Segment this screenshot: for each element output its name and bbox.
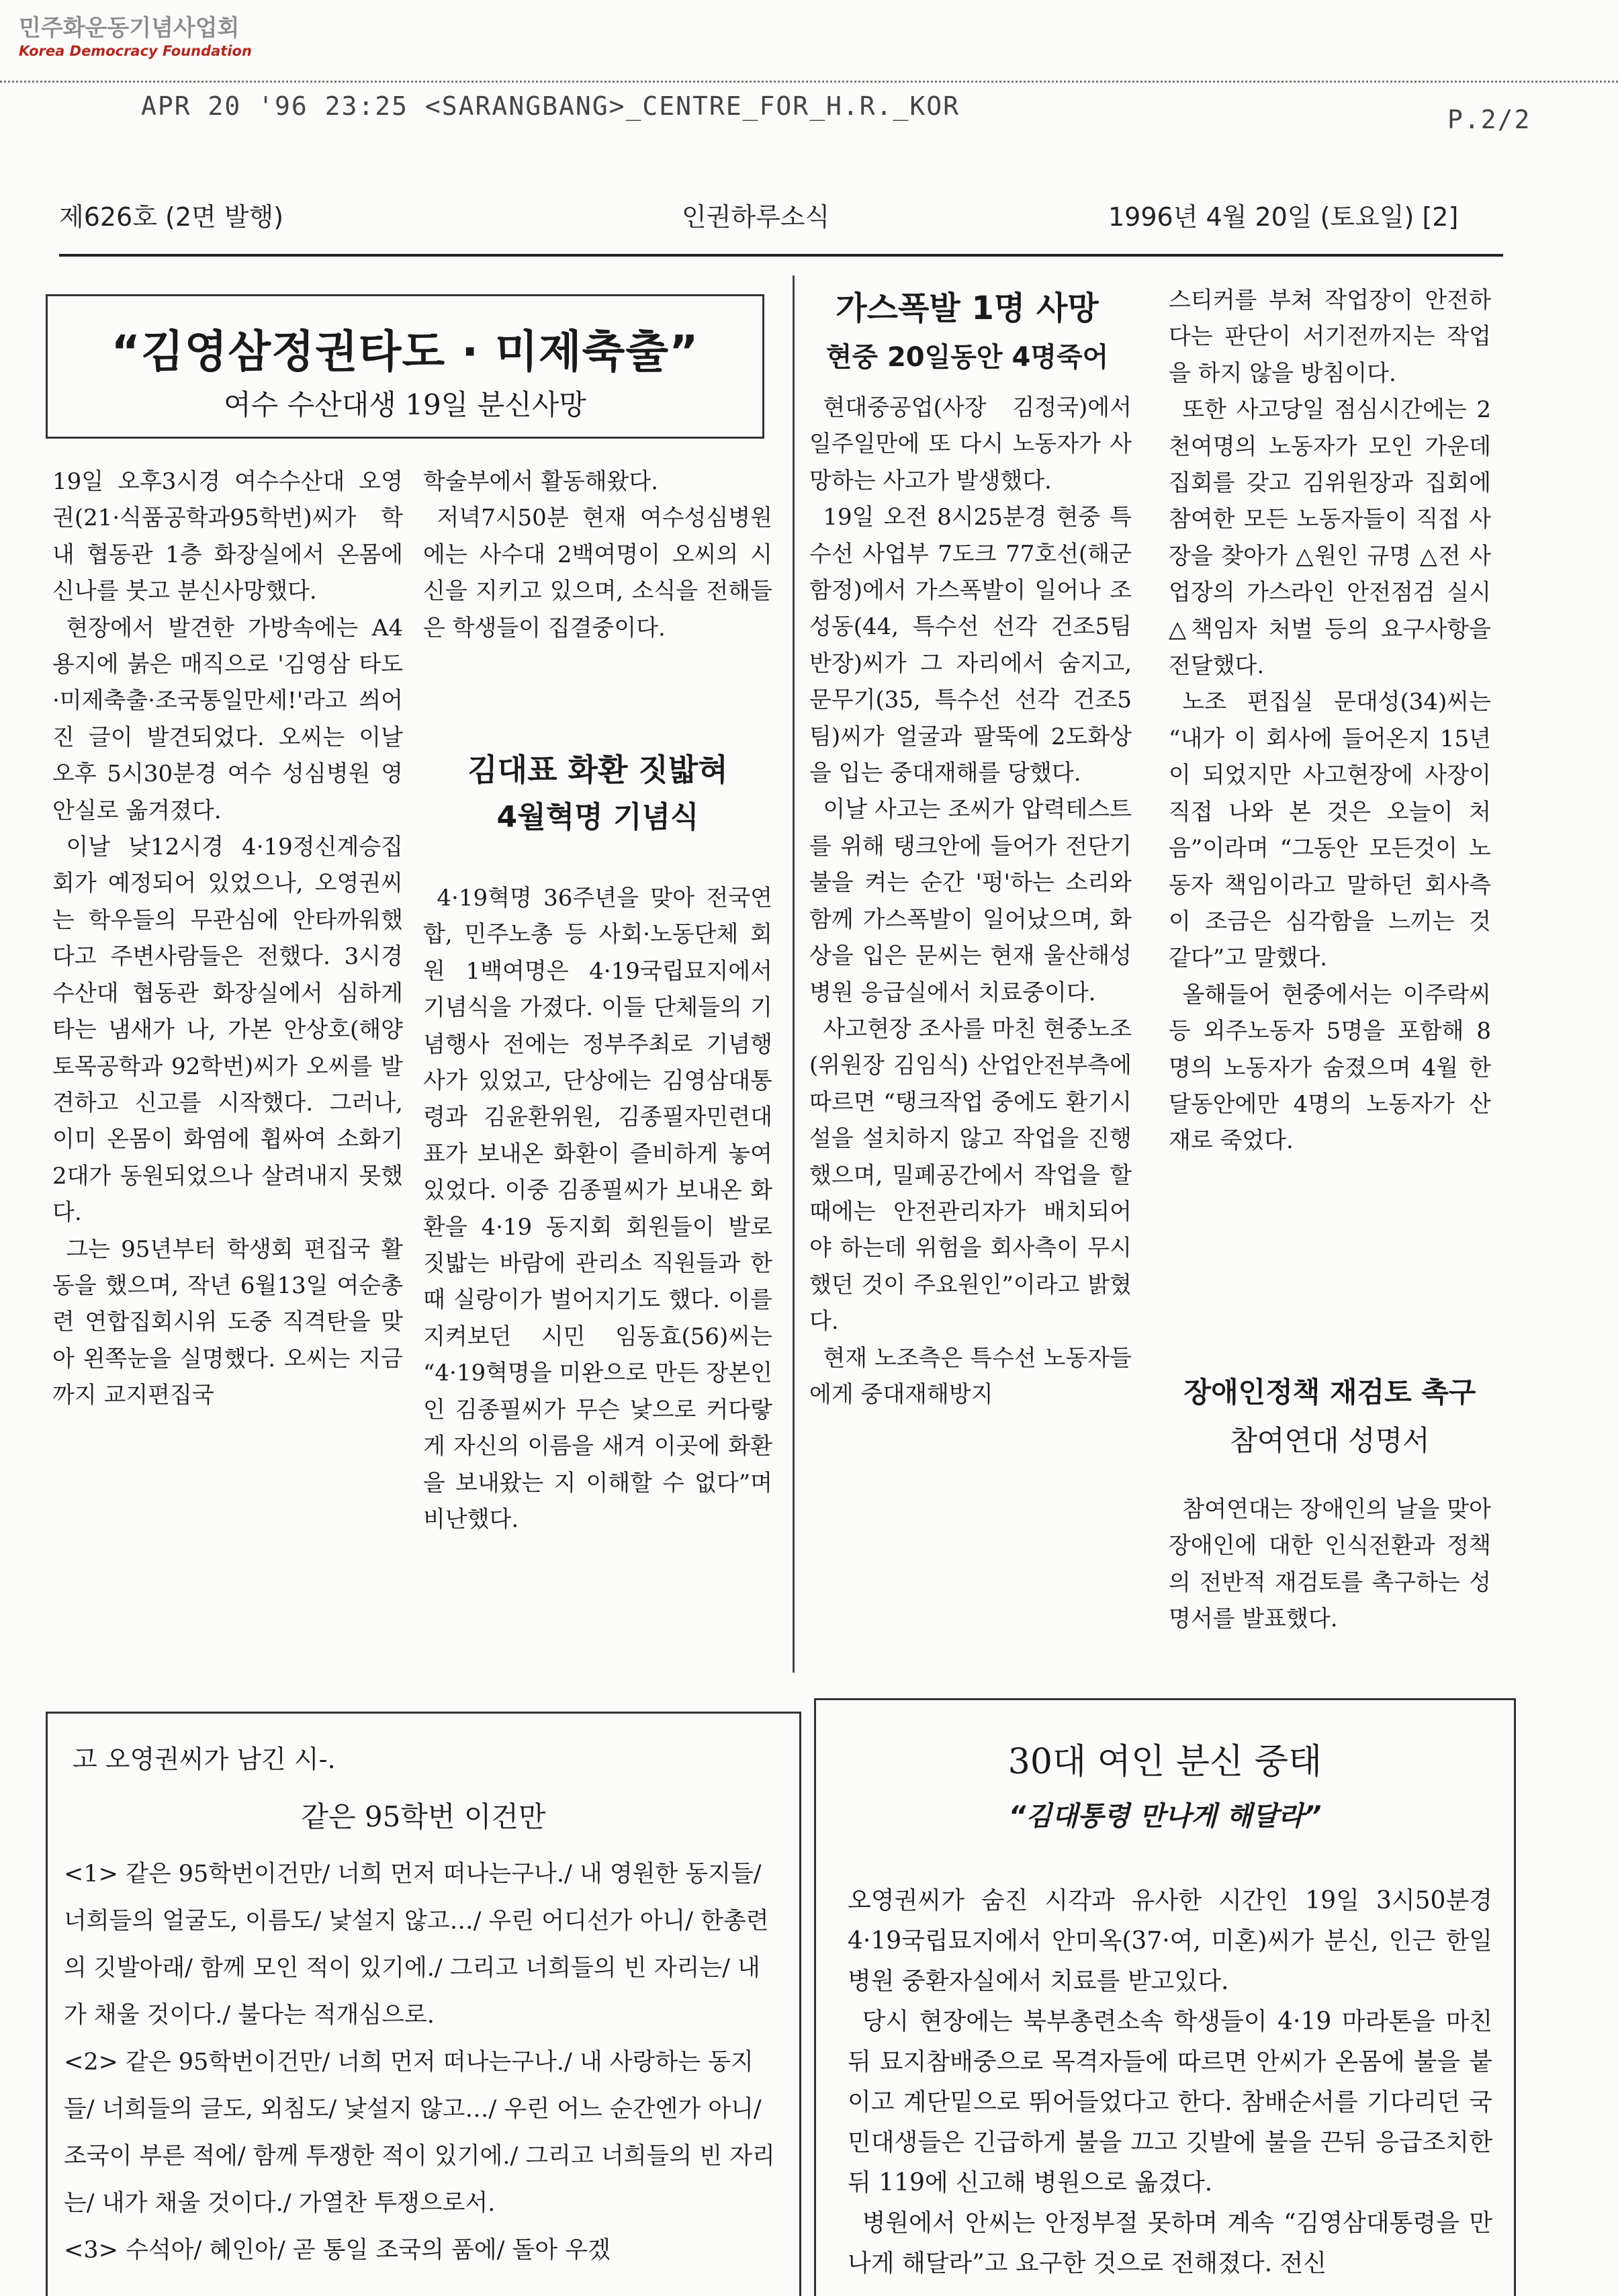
article-paragraph: 현대중공업(사장 김정국)에서 일주일만에 또 다시 노동자가 사망하는 사고가 발생했다. [809,394,1132,494]
article-paragraph: 학술부에서 활동해왔다. [423,468,659,495]
article6-subhead: “김대통령 만나게 해달라” [1008,1801,1322,1832]
article5-subhead: 참여연대 성명서 [1230,1424,1430,1457]
article6-headline: 30대 여인 분신 중태 [1007,1742,1322,1782]
fax-dotted-rule [0,81,1618,83]
column-rule [793,275,795,1673]
logo-english: Korea Democracy Foundation [19,43,252,59]
logo-korean: 민주화운동기념사업회 [19,15,240,42]
article-paragraph: 저녁7시50분 현재 여수성심병원에는 사수대 2백여명이 오씨의 시신을 지키고 있으며, 소식을 전해들은 학생들이 집결중이다. [423,504,772,642]
poem-stanza: <2> 같은 95학번이건만/ 너희 먼저 떠나는구나./ 내 사랑하는 동지들/ 너희들의 글도, 외침도/ 낯설지 않고…/ 우린 어느 순간엔가 아니/ 조국이 부른 적에/ 함께 투쟁한 적이 있기에./ 그리고 너희들의 빈 자리는/ 내가 채울 것이다./ 가열찬 투쟁으로서. [64,2049,775,2217]
article6-body [848,1881,1492,2284]
article-paragraph: 사고현장 조사를 마친 현중노조(위원장 김임식) 산업안전부측에 따르면 “탱크작업 중에도 환기시설을 설치하지 않고 작업을 진행했으며, 밀폐공간에서 작업을 할 때에는 안전관리자가 배치되어야 하는데 위험을 회사측이 무시했던 것이 주요원인”이라고 밝혔다. [809,1015,1132,1335]
issue-date: 1996년 4월 20일 (토요일) [2] [1108,202,1459,232]
article1-headline: “김영삼정권타도 · 미제축출” [111,326,699,378]
article5-body [1169,1491,1491,1638]
article1-subhead: 여수 수산대생 19일 분신사망 [224,388,586,421]
issue-number: 제626호 (2면 발행) [59,202,284,232]
article2-body [423,880,772,1538]
article4-body [1169,282,1491,1159]
article-paragraph: 이날 사고는 조씨가 압력테스트를 위해 탱크안에 들어가 전단기 불을 켜는 순간 '펑'하는 소리와 함께 가스폭발이 일어났으며, 화상을 입은 문씨는 현재 울산해성병원 응급실에서 치료중이다. [809,796,1132,1006]
article-paragraph: 19일 오후3시경 여수수산대 오영권(21·식품공학과95학번)씨가 학내 협동관 1층 화장실에서 온몸에 신나를 붓고 분신사망했다. [52,468,403,605]
article-paragraph: 19일 오전 8시25분경 현중 특수선 사업부 7도크 77호선(해군함정)에서 가스폭발이 일어나 조성동(44, 특수선 선각 건조5팀 반장)씨가 그 자리에서 숨지고, 문무기(35, 특수선 선각 건조5팀)씨가 얼굴과 팔뚝에 2도화상을 입는 중대재해를 당했다. [809,504,1132,787]
fax-transmission-line: APR 20 '96 23:25 <SARANGBANG>_CENTRE_FOR_H.R._KOR [141,91,960,121]
article-paragraph: 병원에서 안씨는 안정부절 못하며 계속 “김영삼대통령을 만나게 해달라”고 요구한 것으로 전해졌다. 전신 [848,2209,1492,2277]
article3-headline: 가스폭발 1명 사망 [836,290,1099,327]
article-paragraph: 그는 95년부터 학생회 편집국 활동을 했으며, 작년 6월13일 여순총련 연합집회시위 도중 직격탄을 맞아 왼쪽눈을 실명했다. 오씨는 지금까지 교지편집국 [52,1235,403,1409]
masthead-rule [59,254,1503,257]
article-paragraph: 현재 노조측은 특수선 노동자들에게 중대재해방지 [809,1344,1132,1408]
poem-title: 같은 95학번 이건만 [301,1800,546,1833]
article-paragraph: 현장에서 발견한 가방속에는 A4 용지에 붉은 매직으로 '김영삼 타도·미제축출·조국통일만세!'라고 씌어진 글이 발견되었다. 오씨는 이날 오후 5시30분경 여수 성심병원 영안실로 옮겨졌다. [52,614,403,824]
article3-body [809,390,1132,1413]
poem-stanza: <3> 수석아/ 혜인아/ 곧 통일 조국의 품에/ 돌아 우겠 [64,2237,611,2264]
article5-headline: 장애인정책 재검토 촉구 [1183,1376,1476,1409]
article-paragraph: 4·19혁명 36주년을 맞아 전국연합, 민주노총 등 사회·노동단체 회원 1백여명은 4·19국립묘지에서 기념식을 가졌다. 이들 단체들의 기념행사 전에는 정부주최로 기념행사가 있었고, 단상에는 김영삼대통령과 김윤환위원, 김종필자민련대표가 보내온 화환이 즐비하게 놓여 있었다. 이중 김종필씨가 보내온 화환을 4·19 동지회 회원들이 발로 짓밟는 바람에 관리소 직원들과 한때 실랑이가 벌어지기도 했다. 이를 지켜보던 시민 임동효(56)씨는 “4·19혁명을 미완으로 만든 장본인인 김종필씨가 무슨 낯으로 커다랗게 자신의 이름을 새겨 이곳에 화환을 보내왔는 지 이해할 수 없다”며 비난했다. [423,885,772,1533]
article-paragraph: 또한 사고당일 점심시간에는 2천여명의 노동자가 모인 가운데 집회를 갖고 김위원장과 집회에 참여한 모든 노동자들이 직접 사장을 찾아가 △원인 규명 △전 사업장의 가스라인 안전점검 실시 △책임자 처벌 등의 요구사항을 전달했다. [1169,396,1491,680]
article-paragraph: 올해들어 현중에서는 이주락씨등 외주노동자 5명을 포함해 8명의 노동자가 숨졌으며 4월 한 달동안에만 4명의 노동자가 산재로 죽었다. [1169,981,1491,1155]
foundation-logo [0,0,252,67]
poem-stanzas [64,1851,776,2274]
poem-stanza: <1> 같은 95학번이건만/ 너희 먼저 떠나는구나./ 내 영원한 동지들/ 너희들의 얼굴도, 이름도/ 낯설지 않고…/ 우린 어디선가 아니/ 한총련의 깃발아래/ 함께 모인 적이 있기에./ 그리고 너희들의 빈 자리는/ 내가 채울 것이다./ 불다는 적개심으로. [64,1861,769,2029]
newspaper-title: 인권하루소식 [682,202,830,232]
article-paragraph: 이날 낮12시경 4·19정신계승집회가 예정되어 있었으나, 오영권씨는 학우들의 무관심에 안타까워했다고 주변사람들은 전했다. 3시경 수산대 협동관 화장실에서 심하게 타는 냄새가 나, 가본 안상호(해양토목공학과 92학번)씨가 오씨를 발견하고 신고를 시작했다. 그러나, 이미 온몸이 화염에 휩싸여 소화기 2대가 동원되었으나 살려내지 못했다. [52,834,403,1227]
fax-page-number: P.2/2 [1447,105,1531,134]
article3-subhead: 현중 20일동안 4명죽어 [825,342,1109,373]
poem-intro: 고 오영권씨가 남긴 시-. [73,1745,336,1774]
article2-subhead: 4월혁명 기념식 [496,800,699,834]
article-paragraph: 스티커를 부쳐 작업장이 안전하다는 판단이 서기전까지는 작업을 하지 않을 방침이다. [1169,287,1491,387]
article-paragraph: 참여연대는 장애인의 날을 맞아 장애인에 대한 인식전환과 정책의 전반적 재검토를 촉구하는 성명서를 발표했다. [1169,1496,1491,1633]
article-paragraph: 당시 현장에는 북부총련소속 학생들이 4·19 마라톤을 마친 뒤 묘지참배중으로 목격자들에 따르면 안씨가 온몸에 불을 붙이고 계단밑으로 뛰어들었다고 한다. 참배순서를 기다리던 국민대생들은 긴급하게 불을 끄고 깃발에 불을 끈뒤 응급조치한 뒤 119에 신고해 병원으로 옮겼다. [848,2008,1492,2197]
article1-column-1 [52,463,403,1414]
article2-headline: 김대표 화환 짓밟혀 [467,752,728,788]
article1-column-2 [423,463,772,646]
article-paragraph: 오영권씨가 숨진 시각과 유사한 시간인 19일 3시50분경 4·19국립묘지에서 안미옥(37·여, 미혼)씨가 분신, 인근 한일병원 중환자실에서 치료를 받고있다. [848,1887,1492,1995]
article-paragraph: 노조 편집실 문대성(34)씨는 “내가 이 회사에 들어온지 15년이 되었지만 사고현장에 사장이 직접 나와 본 것은 오늘이 처음”이라며 “그동안 모든것이 노동자 책임이라고 말하던 회사측이 조금은 심각함을 느끼는 것 같다”고 말했다. [1169,689,1491,972]
